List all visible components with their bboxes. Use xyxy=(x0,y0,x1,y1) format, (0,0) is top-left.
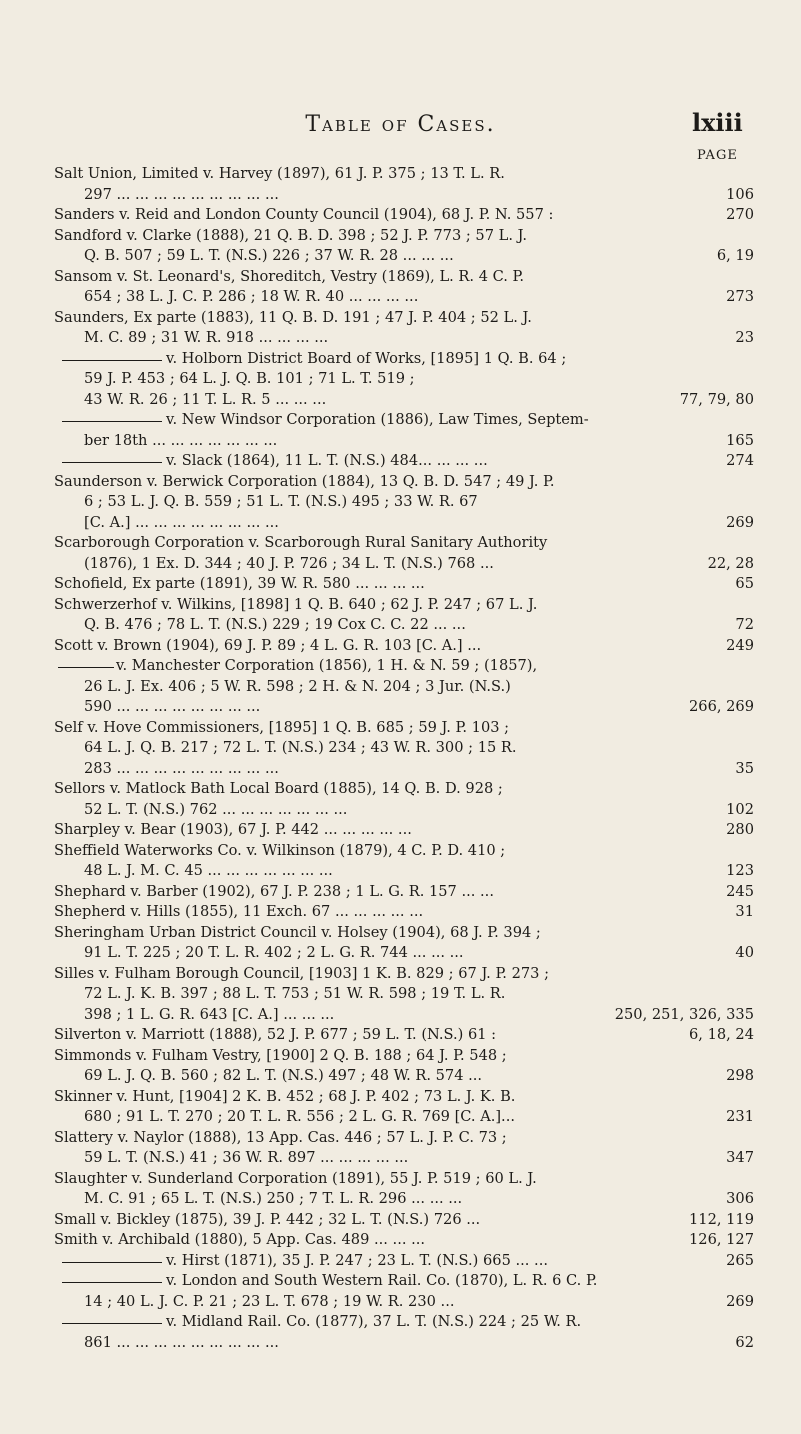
citation-text: Sellors v. Matlock Bath Local Board (1885), 14 Q. B. D. 928 ; xyxy=(54,780,503,797)
case-entry xyxy=(54,308,754,349)
page-reference: 106 xyxy=(726,185,754,203)
page-reference: 249 xyxy=(726,636,754,654)
citation-line xyxy=(54,1107,754,1128)
citation-text: 590 ... ... ... ... ... ... ... ... xyxy=(84,698,261,715)
citation-text: M. C. 89 ; 31 W. R. 918 ... ... ... ... xyxy=(84,329,329,346)
citation-line xyxy=(54,410,754,431)
page-reference: 269 xyxy=(726,513,754,531)
citation-line xyxy=(54,1189,754,1210)
citation-line xyxy=(54,615,754,636)
page-reference: 77, 79, 80 xyxy=(679,390,754,408)
case-subentry xyxy=(54,1251,754,1272)
case-entry xyxy=(54,164,754,205)
citation-line xyxy=(54,984,754,1005)
citation-text: v. Hirst (1871), 35 J. P. 247 ; 23 L. T. (N.S.) 665 ... ... xyxy=(166,1251,548,1269)
citation-text: v. Midland Rail. Co. (1877), 37 L. T. (N.S.) 224 ; 25 W. R. xyxy=(166,1313,582,1330)
case-entry xyxy=(54,226,754,267)
citation-line xyxy=(54,513,754,534)
citation-line xyxy=(54,595,754,616)
case-entry xyxy=(54,595,754,636)
page-reference: 35 xyxy=(735,759,754,777)
citation-line xyxy=(54,759,754,780)
page-reference: 22, 28 xyxy=(707,554,754,572)
citation-line xyxy=(54,861,754,882)
citation-line xyxy=(54,431,754,452)
citation-text: Saunderson v. Berwick Corporation (1884), 13 Q. B. D. 547 ; 49 J. P. xyxy=(54,472,555,490)
citation-line xyxy=(54,964,754,985)
citation-text: Salt Union, Limited v. Harvey (1897), 61 J. P. 375 ; 13 T. L. R. xyxy=(54,165,505,182)
case-subentry xyxy=(54,349,754,411)
citation-text: 91 L. T. 225 ; 20 T. L. R. 402 ; 2 L. G. R. 744 ... ... ... xyxy=(84,944,464,961)
case-entry xyxy=(54,718,754,780)
citation-text: Sheffield Waterworks Co. v. Wilkinson (1879), 4 C. P. D. 410 ; xyxy=(54,841,506,859)
citation-line xyxy=(54,369,754,390)
case-entry xyxy=(54,1087,754,1128)
citation-line xyxy=(54,1148,754,1169)
citation-line xyxy=(54,164,754,185)
citation-line xyxy=(54,308,754,329)
citation-text: Sandford v. Clarke (1888), 21 Q. B. D. 398 ; 52 J. P. 773 ; 57 L. J. xyxy=(54,226,527,244)
citation-text: Shepherd v. Hills (1855), 11 Exch. 67 ... ... ... ... ... xyxy=(54,903,424,920)
citation-line xyxy=(54,820,754,841)
citation-line xyxy=(54,923,754,944)
page-reference: 62 xyxy=(735,1333,754,1351)
case-entry xyxy=(54,1169,754,1210)
citation-text: Skinner v. Hunt, [1904] 2 K. B. 452 ; 68 J. P. 402 ; 73 L. J. K. B. xyxy=(54,1087,516,1105)
citation-text: v. London and South Western Rail. Co. (1870), L. R. 6 C. P. xyxy=(166,1272,598,1289)
citation-text: 680 ; 91 L. T. 270 ; 20 T. L. R. 556 ; 2 L. G. R. 769 [C. A.]... xyxy=(84,1108,515,1125)
citation-line xyxy=(54,574,754,595)
citation-text: 69 L. J. Q. B. 560 ; 82 L. T. (N.S.) 497 ; 48 W. R. 574 ... xyxy=(84,1067,483,1084)
case-table xyxy=(54,164,754,1353)
citation-text: Slaughter v. Sunderland Corporation (1891), 55 J. P. 519 ; 60 L. J. xyxy=(54,1169,537,1187)
citation-text: Slattery v. Naylor (1888), 13 App. Cas. 446 ; 57 L. J. P. C. 73 ; xyxy=(54,1128,507,1146)
citation-text: v. Holborn District Board of Works, [1895] 1 Q. B. 64 ; xyxy=(166,349,567,367)
citation-text: 59 L. T. (N.S.) 41 ; 36 W. R. 897 ... ... ... ... ... xyxy=(84,1149,409,1166)
citation-text: 52 L. T. (N.S.) 762 ... ... ... ... ... ... ... xyxy=(84,800,348,818)
page-reference: 266, 269 xyxy=(689,698,754,715)
citation-text: Sharpley v. Bear (1903), 67 J. P. 442 ... ... ... ... ... xyxy=(54,821,412,838)
citation-line xyxy=(54,451,754,472)
case-entry xyxy=(54,902,754,923)
citation-text: 14 ; 40 L. J. C. P. 21 ; 23 L. T. 678 ; 19 W. R. 230 ... xyxy=(84,1292,455,1310)
case-entry xyxy=(54,1210,754,1231)
citation-text: 64 L. J. Q. B. 217 ; 72 L. T. (N.S.) 234 ; 43 W. R. 300 ; 15 R. xyxy=(84,739,517,756)
page-reference: 31 xyxy=(735,903,754,920)
citation-text: 6 ; 53 L. J. Q. B. 559 ; 51 L. T. (N.S.) 495 ; 33 W. R. 67 xyxy=(84,493,478,510)
citation-line xyxy=(54,205,754,226)
citation-text: Smith v. Archibald (1880), 5 App. Cas. 489 ... ... ... xyxy=(54,1231,426,1248)
case-subentry xyxy=(54,451,754,472)
page-reference: 102 xyxy=(726,800,754,818)
page-reference: 123 xyxy=(726,862,754,879)
case-entry xyxy=(54,636,754,657)
page-reference: 126, 127 xyxy=(689,1231,754,1248)
citation-line xyxy=(54,328,754,349)
citation-line xyxy=(54,472,754,493)
citation-text: Silverton v. Marriott (1888), 52 J. P. 677 ; 59 L. T. (N.S.) 61 : xyxy=(54,1026,497,1043)
case-entry xyxy=(54,267,754,308)
citation-line xyxy=(54,1066,754,1087)
citation-line xyxy=(54,1210,754,1231)
case-subentry xyxy=(54,1312,754,1353)
citation-text: ber 18th ... ... ... ... ... ... ... xyxy=(84,431,278,449)
citation-text: 654 ; 38 L. J. C. P. 286 ; 18 W. R. 40 ... ... ... ... xyxy=(84,288,419,305)
case-entry xyxy=(54,205,754,226)
citation-line xyxy=(54,1230,754,1251)
page-reference: 298 xyxy=(726,1067,754,1084)
page-reference: 306 xyxy=(726,1190,754,1207)
citation-line xyxy=(54,738,754,759)
page-column-label: PAGE xyxy=(697,148,738,163)
citation-text: v. Slack (1864), 11 L. T. (N.S.) 484... ... ... ... xyxy=(166,452,488,469)
page-reference: 231 xyxy=(726,1108,754,1125)
page-reference: 245 xyxy=(726,882,754,900)
case-entry xyxy=(54,820,754,841)
case-entry xyxy=(54,841,754,882)
case-entry xyxy=(54,533,754,574)
citation-text: 861 ... ... ... ... ... ... ... ... ... xyxy=(84,1333,279,1351)
citation-text: Schofield, Ex parte (1891), 39 W. R. 580 ... ... ... ... xyxy=(54,575,425,592)
page-reference: 347 xyxy=(726,1149,754,1166)
page-reference: 273 xyxy=(726,288,754,305)
citation-line xyxy=(54,841,754,862)
citation-line xyxy=(54,226,754,247)
page-reference: 270 xyxy=(726,206,754,223)
citation-text: 72 L. J. K. B. 397 ; 88 L. T. 753 ; 51 W. R. 598 ; 19 T. L. R. xyxy=(84,985,506,1002)
citation-line xyxy=(54,1169,754,1190)
page-reference: 250, 251, 326, 335 xyxy=(614,1005,754,1023)
citation-line xyxy=(54,902,754,923)
citation-text: 43 W. R. 26 ; 11 T. L. R. 5 ... ... ... xyxy=(84,390,327,408)
citation-line xyxy=(54,554,754,575)
citation-line xyxy=(54,492,754,513)
citation-text: Q. B. 476 ; 78 L. T. (N.S.) 229 ; 19 Cox C. C. 22 ... ... xyxy=(84,616,466,633)
citation-text: 48 L. J. M. C. 45 ... ... ... ... ... ... ... xyxy=(84,862,333,879)
page-number: lxiii xyxy=(692,108,743,137)
citation-line xyxy=(54,1333,754,1354)
citation-text: 59 J. P. 453 ; 64 L. J. Q. B. 101 ; 71 L. T. 519 ; xyxy=(84,370,415,387)
citation-line xyxy=(54,1292,754,1313)
case-entry xyxy=(54,1230,754,1251)
page-reference: 65 xyxy=(735,575,754,592)
running-head-title: Table of Cases. xyxy=(305,112,496,137)
citation-text: Sansom v. St. Leonard's, Shoreditch, Vestry (1869), L. R. 4 C. P. xyxy=(54,267,525,285)
citation-text: M. C. 91 ; 65 L. T. (N.S.) 250 ; 7 T. L. R. 296 ... ... ... xyxy=(84,1190,463,1207)
citation-line xyxy=(54,718,754,739)
citation-text: Sanders v. Reid and London County Council (1904), 68 J. P. N. 557 : xyxy=(54,206,554,223)
citation-line xyxy=(54,1251,754,1272)
page-reference: 23 xyxy=(735,329,754,346)
citation-line xyxy=(54,246,754,267)
case-entry xyxy=(54,472,754,534)
page-reference: 72 xyxy=(735,616,754,633)
citation-line xyxy=(54,1087,754,1108)
citation-text: Scott v. Brown (1904), 69 J. P. 89 ; 4 L. G. R. 103 [C. A.] ... xyxy=(54,636,482,654)
citation-line xyxy=(54,636,754,657)
citation-line xyxy=(54,267,754,288)
page-reference: 265 xyxy=(726,1251,754,1269)
citation-line xyxy=(54,779,754,800)
citation-text: Shephard v. Barber (1902), 67 J. P. 238 ; 1 L. G. R. 157 ... ... xyxy=(54,882,494,900)
citation-text: 297 ... ... ... ... ... ... ... ... ... xyxy=(84,185,279,203)
page-reference: 165 xyxy=(726,431,754,449)
case-subentry xyxy=(54,656,754,718)
page-reference: 6, 19 xyxy=(716,247,754,264)
citation-line xyxy=(54,533,754,554)
citation-line xyxy=(54,1046,754,1067)
citation-line xyxy=(54,656,754,677)
page-reference: 280 xyxy=(726,821,754,838)
citation-line xyxy=(54,1128,754,1149)
page-reference: 40 xyxy=(735,944,754,961)
citation-text: v. Manchester Corporation (1856), 1 H. & N. 59 ; (1857), xyxy=(116,657,538,674)
citation-text: 283 ... ... ... ... ... ... ... ... ... xyxy=(84,759,279,777)
citation-text: Sheringham Urban District Council v. Holsey (1904), 68 J. P. 394 ; xyxy=(54,923,541,941)
citation-text: [C. A.] ... ... ... ... ... ... ... ... xyxy=(84,513,279,531)
citation-line xyxy=(54,349,754,370)
citation-text: Self v. Hove Commissioners, [1895] 1 Q. B. 685 ; 59 J. P. 103 ; xyxy=(54,718,510,736)
citation-line xyxy=(54,1271,754,1292)
citation-text: Q. B. 507 ; 59 L. T. (N.S.) 226 ; 37 W. R. 28 ... ... ... xyxy=(84,247,454,264)
page-reference: 6, 18, 24 xyxy=(689,1026,754,1043)
page-reference: 112, 119 xyxy=(689,1210,754,1228)
citation-line xyxy=(54,882,754,903)
citation-text: (1876), 1 Ex. D. 344 ; 40 J. P. 726 ; 34 L. T. (N.S.) 768 ... xyxy=(84,554,494,572)
case-entry xyxy=(54,1046,754,1087)
page-reference: 274 xyxy=(726,452,754,469)
citation-text: Small v. Bickley (1875), 39 J. P. 442 ; 32 L. T. (N.S.) 726 ... xyxy=(54,1210,481,1228)
case-entry xyxy=(54,882,754,903)
citation-text: Schwerzerhof v. Wilkins, [1898] 1 Q. B. 640 ; 62 J. P. 247 ; 67 L. J. xyxy=(54,595,538,613)
citation-line xyxy=(54,185,754,206)
case-subentry xyxy=(54,1271,754,1312)
case-entry xyxy=(54,574,754,595)
case-entry xyxy=(54,1128,754,1169)
citation-line xyxy=(54,287,754,308)
citation-line xyxy=(54,1025,754,1046)
case-entry xyxy=(54,1025,754,1046)
citation-text: 26 L. J. Ex. 406 ; 5 W. R. 598 ; 2 H. & N. 204 ; 3 Jur. (N.S.) xyxy=(84,677,511,695)
citation-line xyxy=(54,943,754,964)
citation-text: 398 ; 1 L. G. R. 643 [C. A.] ... ... ... xyxy=(84,1005,335,1023)
page-reference: 269 xyxy=(726,1292,754,1310)
citation-line xyxy=(54,1312,754,1333)
citation-line xyxy=(54,697,754,718)
case-entry xyxy=(54,779,754,820)
case-entry xyxy=(54,923,754,964)
case-subentry xyxy=(54,410,754,451)
citation-line xyxy=(54,390,754,411)
citation-line xyxy=(54,800,754,821)
citation-text: Scarborough Corporation v. Scarborough Rural Sanitary Authority xyxy=(54,534,548,551)
citation-text: Silles v. Fulham Borough Council, [1903] 1 K. B. 829 ; 67 J. P. 273 ; xyxy=(54,964,549,982)
citation-text: v. New Windsor Corporation (1886), Law Times, Septem- xyxy=(166,411,589,428)
citation-line xyxy=(54,1005,754,1026)
citation-text: Saunders, Ex parte (1883), 11 Q. B. D. 191 ; 47 J. P. 404 ; 52 L. J. xyxy=(54,308,532,326)
case-entry xyxy=(54,964,754,1026)
citation-text: Simmonds v. Fulham Vestry, [1900] 2 Q. B. 188 ; 64 J. P. 548 ; xyxy=(54,1046,507,1064)
citation-line xyxy=(54,677,754,698)
